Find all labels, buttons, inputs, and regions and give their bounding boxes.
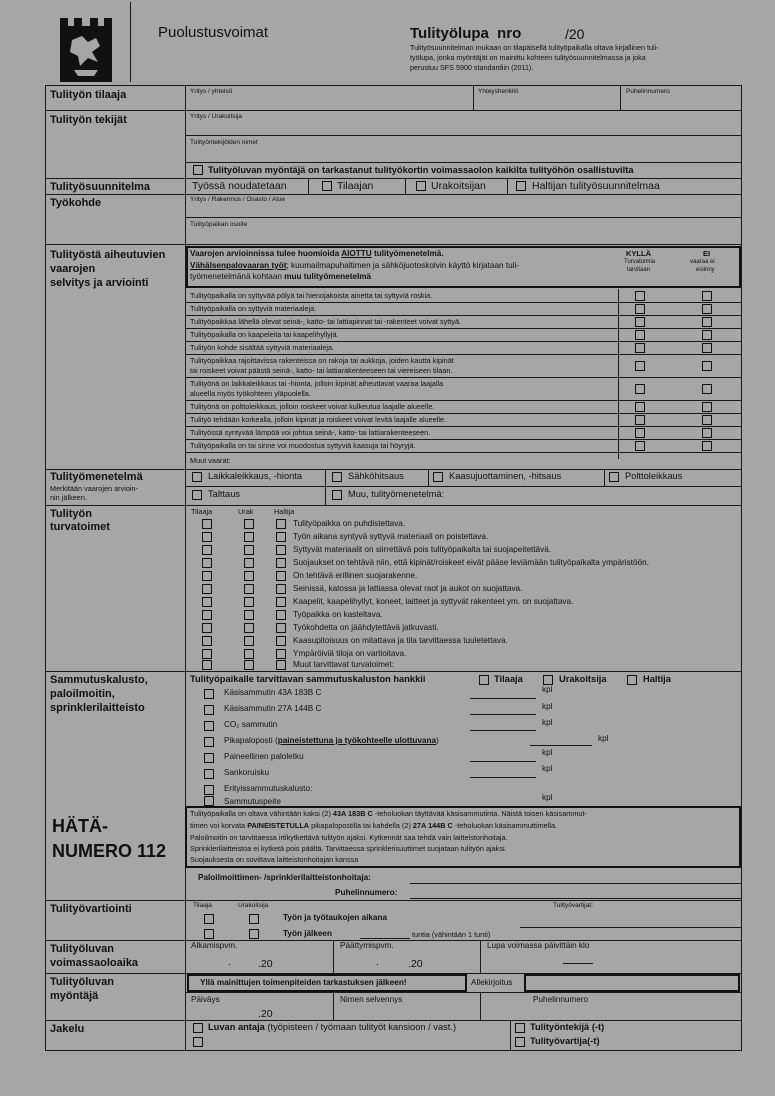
- hazard-row-text: Tulityöpaikalla on tai sinne voi muodostua syttyviä kaasuja tai höyryjä.: [190, 441, 416, 450]
- info-line-4: Sprinklerilaitteistoa ei kytketä pois päältä. Tarvittaessa sprinklerisuuttimet suojataan tulityön ajaksi.: [190, 844, 507, 853]
- hazard-intro-3a: työmenetelmänä kohtaan: [190, 272, 285, 281]
- name-label: Nimen selvennys: [340, 995, 403, 1004]
- info-2d: 27A 144B C: [412, 821, 453, 830]
- dist-watcher-checkbox[interactable]: [515, 1037, 525, 1047]
- hazard-yes-checkbox[interactable]: [635, 402, 645, 412]
- equip-tilaaja-checkbox[interactable]: [479, 675, 489, 685]
- precaution-tilaaja-checkbox[interactable]: [202, 649, 212, 659]
- watch-hours-label: tuntia (vähintään 1 tunti): [412, 930, 491, 939]
- watch-col-tilaaja: Tilaaja: [193, 902, 212, 909]
- method-gas-label: Kaasujuottaminen, -hitsaus: [449, 471, 562, 481]
- equip-item-label-u: paineistettuna ja työkohteelle ulottuvana: [277, 736, 437, 745]
- precaution-haltija-checkbox[interactable]: [276, 623, 286, 633]
- hazard-intro-3: [190, 272, 371, 281]
- section-label-voimassa-1: Tulityöluvan: [50, 943, 114, 955]
- precaution-haltija-checkbox[interactable]: [276, 610, 286, 620]
- hazard-no-checkbox[interactable]: [702, 330, 712, 340]
- precaution-text: Muut tarvittavat turvatoimet:: [293, 660, 395, 669]
- yes-sub-1: Turvatoimia: [624, 259, 656, 265]
- method-chiseling-label: Talttaus: [208, 489, 241, 499]
- precaution-haltija-checkbox[interactable]: [276, 597, 286, 607]
- hazard-intro-1a: Vaarojen arvioinnissa tulee huomioida: [190, 249, 342, 258]
- dist-watcher-label: Tulityövartija(-t): [530, 1036, 600, 1046]
- precaution-text: Syttyvät materiaalit on siirrettävä pois tulityöpaikalta tai suojapeitettävä.: [293, 545, 552, 554]
- section-label-vartiointi: Tulityövartiointi: [50, 903, 132, 915]
- precaution-urak-checkbox[interactable]: [244, 532, 254, 542]
- maintainer-phone-label: Puhelinnumero:: [335, 888, 398, 897]
- hazard-no-checkbox[interactable]: [702, 361, 712, 371]
- equip-item-checkbox[interactable]: [204, 721, 214, 731]
- equip-item-checkbox[interactable]: [204, 689, 214, 699]
- precaution-tilaaja-checkbox[interactable]: [202, 532, 212, 542]
- hazard-no-checkbox[interactable]: [702, 317, 712, 327]
- kpl-label: kpl: [542, 793, 553, 802]
- info-2a: timen voi korvata: [190, 821, 248, 830]
- watch-after-tilaaja-checkbox[interactable]: [204, 929, 214, 939]
- precaution-urak-checkbox[interactable]: [244, 558, 254, 568]
- info-2e: -teholuokan käsisammuttimella.: [452, 821, 558, 830]
- form-title-text: Tulityölupa: [410, 25, 489, 42]
- end-date-year: .20: [408, 958, 423, 970]
- section-label-tilaaja: Tulityön tilaaja: [50, 89, 127, 101]
- dist-issuer-label: [208, 1022, 456, 1032]
- hazard-row-text: tai roiskeet voivat päästä seinä-, katto- tai lattiarakenteeseen tai viereiseen tilaan.: [190, 366, 453, 375]
- hazard-intro-2u: Vähälsenpalovaaran työt: [190, 261, 287, 270]
- section-label-myontaja-1: Tulityöluvan: [50, 976, 114, 988]
- section-label-sammutus-1: Sammutuskalusto,: [50, 674, 148, 686]
- hazard-row-text: Tulityönä on laikkaleikkaus tai -hionta, jolloin kipinät aiheuttavat vaaraa laajalla: [190, 379, 444, 388]
- equip-item-label: Sammutuspeite: [224, 797, 281, 806]
- precaution-text: Kaapelit, kaapelihyllyt, koneet, laitteet ja syttyvät rakenteet ym. on suojattava.: [293, 597, 574, 606]
- start-date-label: Alkamispvm.: [191, 941, 238, 950]
- hazard-no-checkbox[interactable]: [702, 441, 712, 451]
- watch-after-urak-checkbox[interactable]: [249, 929, 259, 939]
- equip-item-checkbox[interactable]: [204, 753, 214, 763]
- date-year: .20: [258, 1008, 273, 1020]
- equip-item-checkbox[interactable]: [204, 769, 214, 779]
- equip-item-label: Erityissammutuskalusto:: [224, 784, 313, 793]
- section-label-menetelma: Tulityömenetelmä: [50, 471, 143, 483]
- method-grinding-label: Laikkaleikkaus, -hionta: [208, 471, 303, 481]
- hazard-no-checkbox[interactable]: [702, 384, 712, 394]
- precaution-col-haltija: Haltija: [274, 507, 295, 516]
- equip-item-checkbox[interactable]: [204, 705, 214, 715]
- card-check-label: Tulityöluvan myöntäjä on tarkastanut tulityökortin voimassaolon kaikilta tulityöhön osallistuvilta: [208, 165, 634, 175]
- method-chiseling-checkbox[interactable]: [192, 490, 202, 500]
- equip-item-checkbox[interactable]: [204, 796, 214, 806]
- equip-item-label-a: Pikapaloposti (: [224, 736, 278, 745]
- kpl-label: kpl: [598, 734, 609, 743]
- precaution-haltija-checkbox[interactable]: [276, 558, 286, 568]
- method-other-checkbox[interactable]: [332, 490, 342, 500]
- section-label-jakelu: Jakelu: [50, 1023, 85, 1035]
- info-line-5: Suojauksesta on sovittava laitteistonhoitajan kanssa: [190, 855, 359, 864]
- equip-item-label-c: ): [436, 736, 439, 745]
- contact-label: Yhteyshenkilö: [478, 88, 519, 95]
- equip-item-label: Käsisammutin 27A 144B C: [224, 704, 322, 713]
- site-address-label: Tulityöpaikan osoite: [190, 221, 248, 228]
- section-label-kohde: Työkohde: [50, 197, 102, 209]
- hazard-row-text: Tulityön kohde sisältää syttyviä materiaaleja.: [190, 343, 335, 352]
- precaution-haltija-checkbox[interactable]: [276, 636, 286, 646]
- hazard-intro-3b: muu tulityömenetelmä: [284, 272, 372, 281]
- hazard-yes-checkbox[interactable]: [635, 330, 645, 340]
- hazard-row-text: Tulityöpaikalla on syttyviä materiaaleja.: [190, 304, 317, 313]
- signature-box[interactable]: [524, 974, 740, 992]
- precaution-tilaaja-checkbox[interactable]: [202, 636, 212, 646]
- section-label-turvatoimet-2: turvatoimet: [50, 521, 110, 533]
- precaution-urak-checkbox[interactable]: [244, 571, 254, 581]
- permit-year: /20: [565, 26, 585, 42]
- intro-1: Tulityösuunnitelman mukaan on tilapäisellä tulityöpaikalla oltava kirjallinen tuli-: [410, 43, 659, 52]
- no-header: EI: [703, 249, 711, 258]
- plan-haltija-checkbox[interactable]: [516, 181, 526, 191]
- info-1b: 43A 183B C: [332, 809, 373, 818]
- hazard-intro-2: [190, 261, 519, 270]
- watch-after-label: Työn jälkeen: [283, 929, 332, 938]
- plan-text: Työssä noudatetaan: [192, 180, 287, 192]
- org-name: Puolustusvoimat: [158, 24, 269, 41]
- dist-worker-checkbox[interactable]: [515, 1023, 525, 1033]
- precaution-tilaaja-checkbox[interactable]: [202, 558, 212, 568]
- method-cutting-label: Polttoleikkaus: [625, 471, 683, 481]
- precaution-urak-checkbox[interactable]: [244, 610, 254, 620]
- hazard-intro-1b: tulityömenetelmä.: [371, 249, 444, 258]
- precaution-urak-checkbox[interactable]: [244, 584, 254, 594]
- hazard-yes-checkbox[interactable]: [635, 304, 645, 314]
- defence-forces-logo: [58, 16, 114, 84]
- precaution-col-urak: Urak: [238, 507, 254, 516]
- method-grinding-checkbox[interactable]: [192, 472, 202, 482]
- section-label-myontaja-2: myöntäjä: [50, 990, 99, 1002]
- hazard-row-text: Tulityö tehdään korkealla, jolloin kipinät ja roiskeet voivat levitä laajalle alueelle.: [190, 415, 447, 424]
- info-2b: PAINEISTETULLA: [247, 821, 310, 830]
- equip-tilaaja-label: Tilaaja: [494, 674, 523, 684]
- hazard-no-checkbox[interactable]: [702, 304, 712, 314]
- method-welding-label: Sähköhitsaus: [348, 471, 404, 481]
- kpl-label: kpl: [542, 702, 553, 711]
- start-date-year: .20: [258, 958, 273, 970]
- equip-urakoitsija-checkbox[interactable]: [543, 675, 553, 685]
- contractor-label: Yritys / Urakoitsija: [190, 113, 243, 120]
- equip-item-label: Sankoruisku: [224, 768, 270, 777]
- hazard-yes-checkbox[interactable]: [635, 428, 645, 438]
- precaution-text: Seinissä, katossa ja lattiassa olevat raot ja aukot on suojattava.: [293, 584, 523, 593]
- section-label-tekijat: Tulityön tekijät: [50, 114, 127, 126]
- hazard-row-text: alueella myös työkohteen yläpuolella.: [190, 389, 311, 398]
- hazard-row-text: Tulityöpaikalla on kaapeleita tai kaapelihyllyjä.: [190, 330, 339, 339]
- kpl-label: kpl: [542, 685, 553, 694]
- precaution-urak-checkbox[interactable]: [244, 636, 254, 646]
- precaution-tilaaja-checkbox[interactable]: [202, 545, 212, 555]
- hazard-row-text: Tulityöpaikkaa lähellä olevat seinä-, katto- tai lattiapinnat tai -rakenteet voivat syttyä.: [190, 317, 462, 326]
- equip-urakoitsija-label: Urakoitsija: [559, 674, 607, 684]
- method-note-2: nin jälkeen.: [50, 493, 87, 502]
- dist-worker-label: Tulityöntekijä (-t): [530, 1022, 605, 1032]
- equip-haltija-checkbox[interactable]: [627, 675, 637, 685]
- equipment-header: Tulityöpaikalle tarvittavan sammutuskaluston hankkii: [190, 674, 426, 684]
- precaution-haltija-checkbox[interactable]: [276, 545, 286, 555]
- daily-hours-label: Lupa voimassa päivittäin klo: [487, 941, 590, 950]
- hazard-no-checkbox[interactable]: [702, 291, 712, 301]
- info-line-2: [190, 821, 557, 830]
- hazard-yes-checkbox[interactable]: [635, 361, 645, 371]
- intro-3: perustuu SFS 5900 standardiin (2011).: [410, 63, 534, 72]
- precaution-urak-checkbox[interactable]: [244, 649, 254, 659]
- info-1a: Tulityöpaikalla on oltava vähintään kaksi (2): [190, 809, 333, 818]
- hazard-no-checkbox[interactable]: [702, 428, 712, 438]
- precaution-haltija-checkbox[interactable]: [276, 649, 286, 659]
- watch-during-urak-checkbox[interactable]: [249, 914, 259, 924]
- hazard-no-checkbox[interactable]: [702, 415, 712, 425]
- yes-sub-2: tarvitaan: [627, 267, 651, 273]
- hazard-yes-checkbox[interactable]: [635, 343, 645, 353]
- precaution-tilaaja-checkbox[interactable]: [202, 660, 212, 670]
- hazard-yes-checkbox[interactable]: [635, 384, 645, 394]
- hazard-row-text: Tulityönä on polttoleikkaus, jolloin roiskeet voivat kulkeutua laajalle alueelle.: [190, 402, 435, 411]
- plan-haltija-label: Haltijan tulityösuunnitelmaa: [532, 180, 660, 192]
- precaution-text: Työpaikka on kasteltava.: [293, 610, 383, 619]
- watch-col-urakoitsija: Urakoitsija: [238, 902, 269, 909]
- precaution-tilaaja-checkbox[interactable]: [202, 584, 212, 594]
- hazard-row-text: Tulityössä syntyvää lämpöä voi johtua seinä-, katto- tai lattiarakenteeseen.: [190, 428, 431, 437]
- dist-issuer-bold: Luvan antaja: [208, 1022, 265, 1032]
- precaution-haltija-checkbox[interactable]: [276, 532, 286, 542]
- kpl-label: kpl: [542, 718, 553, 727]
- equip-item-label: CO₂ sammutin: [224, 720, 278, 729]
- precaution-text: Tulityöpaikka on puhdistettava.: [293, 519, 406, 528]
- emergency-number: NUMERO 112: [52, 841, 167, 861]
- equip-haltija-label: Haltija: [643, 674, 671, 684]
- form-title: [410, 25, 521, 42]
- precaution-tilaaja-checkbox[interactable]: [202, 519, 212, 529]
- yes-header: KYLLÄ: [626, 249, 651, 258]
- precaution-urak-checkbox[interactable]: [244, 519, 254, 529]
- method-gas-checkbox[interactable]: [433, 472, 443, 482]
- section-label-suunnitelma: Tulityösuunnitelma: [50, 181, 151, 193]
- hazard-no-checkbox[interactable]: [702, 343, 712, 353]
- precaution-haltija-checkbox[interactable]: [276, 571, 286, 581]
- plan-urakoitsija-checkbox[interactable]: [416, 181, 426, 191]
- hazard-row-text: Tulityöpaikalla on syttyvää pölyä tai hienojakoista ainetta tai syttyviä roskia.: [190, 291, 433, 300]
- section-label-turvatoimet-1: Tulityön: [50, 508, 92, 520]
- section-label-sammutus-2: paloilmoitin,: [50, 688, 115, 700]
- no-sub-1: vaaraa ei: [690, 259, 715, 265]
- info-2c: pikapalopostilla tai kahdella (2): [309, 821, 413, 830]
- precaution-haltija-checkbox[interactable]: [276, 584, 286, 594]
- card-check-checkbox[interactable]: [193, 165, 203, 175]
- section-label-voimassa-2: voimassaoloaika: [50, 957, 139, 969]
- precaution-tilaaja-checkbox[interactable]: [202, 597, 212, 607]
- plan-tilaaja-label: Tilaajan: [337, 180, 374, 192]
- maintainer-label: Paloilmoittimen- /sprinklerilaitteistonhoitaja:: [198, 873, 371, 882]
- workers-names-label: Tulityöntekijöiden nimet: [190, 139, 258, 146]
- precaution-col-tilaaja: Tilaaja: [191, 507, 213, 516]
- hazard-no-checkbox[interactable]: [702, 402, 712, 412]
- precaution-tilaaja-checkbox[interactable]: [202, 623, 212, 633]
- watch-during-tilaaja-checkbox[interactable]: [204, 914, 214, 924]
- section-label-vaarat-1: Tulityöstä aiheutuvien: [50, 249, 166, 261]
- phone-label: Puhelinnumero: [626, 88, 670, 95]
- section-label-sammutus-3: sprinklerilaitteisto: [50, 702, 145, 714]
- precaution-text: Työkohdetta on jäähdytettävä jatkuvasti.: [293, 623, 439, 632]
- method-welding-checkbox[interactable]: [332, 472, 342, 482]
- precaution-tilaaja-checkbox[interactable]: [202, 571, 212, 581]
- precaution-text: Kaasupitoisuus on mitattava ja tila tarvittaessa tuuletettava.: [293, 636, 508, 645]
- precaution-haltija-checkbox[interactable]: [276, 660, 286, 670]
- dist-issuer-rest: (työpisteen / työmaan tulityöt kansioon / vast.): [264, 1022, 457, 1032]
- equip-item-label: [224, 736, 439, 745]
- precaution-urak-checkbox[interactable]: [244, 597, 254, 607]
- hazard-yes-checkbox[interactable]: [635, 317, 645, 327]
- equip-item-checkbox[interactable]: [204, 737, 214, 747]
- info-line-1: [190, 809, 587, 818]
- end-date-label: Päättymispvm.: [340, 941, 394, 950]
- signature-label: Allekirjoitus: [471, 978, 513, 987]
- method-cutting-checkbox[interactable]: [609, 472, 619, 482]
- method-note-1: Merkitään vaarojen arvioin-: [50, 484, 139, 493]
- watch-during-label: Työn ja työtaukojen aikana: [283, 913, 388, 922]
- info-line-3: Paloilmoitin on tarvittaessa irtikytkettävä tulityön ajaksi. Kytkennät saa tehdä vain laitteistonhoitaja.: [190, 833, 508, 842]
- dist-extra-checkbox[interactable]: [193, 1037, 203, 1047]
- end-date-dot: .: [376, 956, 379, 968]
- section-label-vaarat-2: vaarojen: [50, 263, 96, 275]
- hazard-intro-1: [190, 249, 444, 258]
- precaution-text: Työn aikana syntyvä syttyvä materiaali on poistettava.: [293, 532, 489, 541]
- issuer-phone-label: Puhelinnumero: [533, 995, 589, 1004]
- other-hazards-label: Muut vaarat:: [190, 456, 231, 465]
- hazard-yes-checkbox[interactable]: [635, 291, 645, 301]
- precaution-urak-checkbox[interactable]: [244, 660, 254, 670]
- inspection-notice: Yllä mainittujen toimenpiteiden tarkastuksen jälkeen!: [200, 978, 407, 987]
- precaution-text: Suojaukset on tehtävä niin, että kipinät/roiskeet eivät pääse leviämään tulityöpaikalta ympäristöön.: [293, 558, 649, 567]
- no-sub-2: esiinny: [696, 267, 715, 273]
- company-label: Yritys / yhteisö: [190, 88, 233, 95]
- plan-urakoitsija-label: Urakoitsijan: [431, 180, 486, 192]
- start-date-dot: .: [228, 956, 231, 968]
- date-label: Päiväys: [191, 995, 220, 1004]
- hazard-intro-1u: AIOTTU: [341, 249, 372, 258]
- equip-item-checkbox[interactable]: [204, 785, 214, 795]
- precaution-tilaaja-checkbox[interactable]: [202, 610, 212, 620]
- equip-item-label: Paineellinen paloletku: [224, 752, 304, 761]
- method-other-label: Muu, tulityömenetelmä:: [348, 489, 445, 499]
- hazard-intro-2b: ; kuumailmapuhaltimen ja sähköjuotoskolvin käyttö kirjataan tuli-: [286, 261, 520, 270]
- plan-tilaaja-checkbox[interactable]: [322, 181, 332, 191]
- form-title-nro: nro: [497, 25, 522, 42]
- site-label: Yritys / Rakennus / Osasto / Alue: [190, 196, 286, 203]
- precaution-text: Ympäröiviä tiloja on vartioitava.: [293, 649, 407, 658]
- hazard-row-text: Tulityöpaikkaa rajoittavissa rakenteissa on rakoja tai aukkoja, joiden kautta kipinät: [190, 356, 454, 365]
- kpl-label: kpl: [542, 764, 553, 773]
- info-1c: -teholuokan täyttävää käsisammutinta. Näistä toisen käsisammut-: [372, 809, 587, 818]
- precaution-urak-checkbox[interactable]: [244, 623, 254, 633]
- precaution-haltija-checkbox[interactable]: [276, 519, 286, 529]
- precaution-text: On tehtävä erillinen suojarakenne.: [293, 571, 418, 580]
- section-label-vaarat-3: selvitys ja arviointi: [50, 277, 149, 289]
- intro-2: työlupa, jonka myöntäjät on mainittu kohteen tulityösuunnitelmassa ja joka: [410, 53, 646, 62]
- equip-item-label: Käsisammutin 43A 183B C: [224, 688, 322, 697]
- watchers-label: Tulityövartijat:: [553, 902, 593, 909]
- hazard-yes-checkbox[interactable]: [635, 441, 645, 451]
- dist-issuer-checkbox[interactable]: [193, 1023, 203, 1033]
- emergency-label-1: HÄTÄ-: [52, 816, 108, 836]
- hazard-yes-checkbox[interactable]: [635, 415, 645, 425]
- precaution-urak-checkbox[interactable]: [244, 545, 254, 555]
- kpl-label: kpl: [542, 748, 553, 757]
